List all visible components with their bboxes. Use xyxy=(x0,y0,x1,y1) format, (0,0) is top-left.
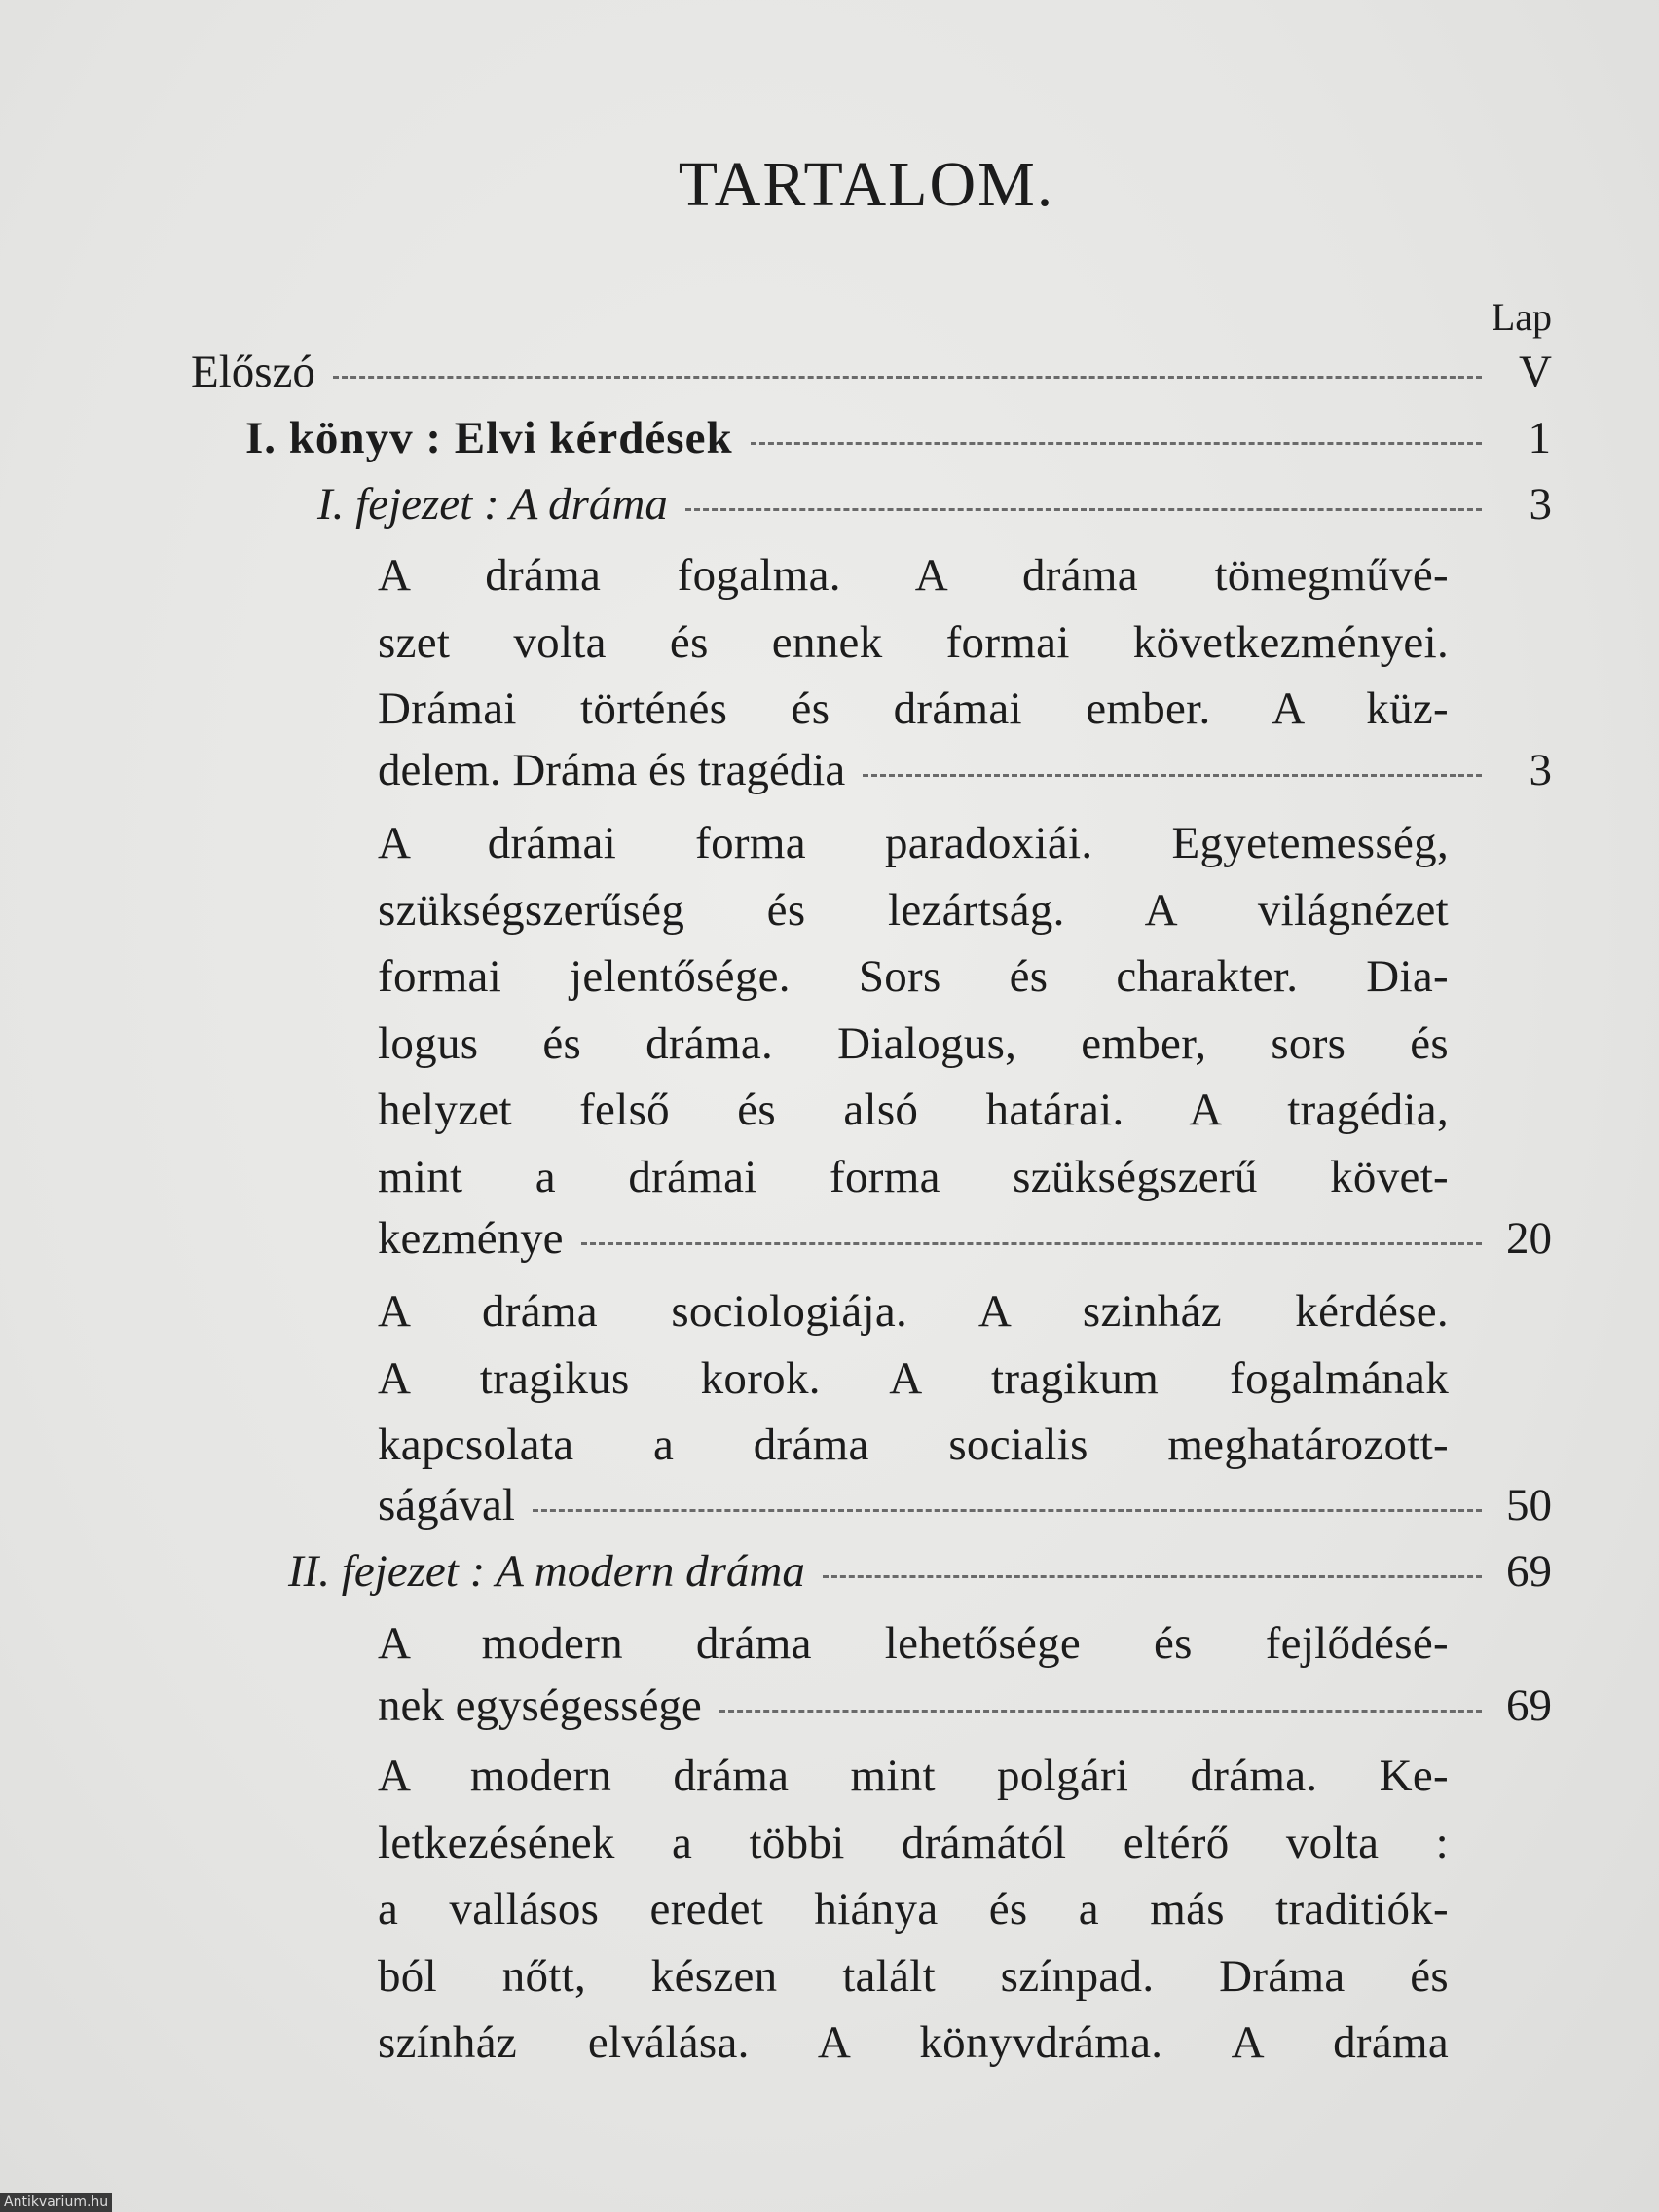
toc-page-number: 69 xyxy=(1506,1546,1552,1597)
toc-text-line: kapcsolata a dráma socialis meghatározott- xyxy=(378,1419,1449,1470)
dotted-leader xyxy=(533,1509,1482,1512)
toc-entry-text: I. fejezet : A dráma xyxy=(317,479,668,530)
page-column-label: Lap xyxy=(1491,295,1552,339)
toc-entry-text: kezménye xyxy=(378,1213,564,1264)
toc-subsection-3 xyxy=(378,1278,1449,1479)
toc-subsection-2 xyxy=(378,810,1449,1210)
toc-text-line: szükségszerűség és lezártság. A világnézet xyxy=(378,884,1449,936)
toc-entry-chapter-1 xyxy=(317,478,1552,531)
toc-text-line: Drámai történés és drámai ember. A küz- xyxy=(378,683,1449,734)
dotted-leader xyxy=(581,1242,1482,1245)
toc-entry-text: I. könyv : Elvi kérdések xyxy=(245,413,733,463)
toc-entry-text: delem. Dráma és tragédia xyxy=(378,745,846,795)
toc-entry-text: II. fejezet : A modern dráma xyxy=(288,1546,805,1597)
toc-entry-book-1 xyxy=(245,412,1552,464)
toc-entry-eloszo xyxy=(191,346,1552,398)
toc-text-line: formai jelentősége. Sors és charakter. Dia- xyxy=(378,951,1449,1002)
dotted-leader xyxy=(719,1710,1482,1713)
toc-subsection-3-last xyxy=(378,1479,1552,1531)
dotted-leader xyxy=(863,774,1482,777)
toc-page-number: 1 xyxy=(1528,413,1552,463)
dotted-leader xyxy=(823,1575,1482,1578)
toc-text-line: A modern dráma mint polgári dráma. Ke- xyxy=(378,1751,1449,1801)
toc-text-line: logus és dráma. Dialogus, ember, sors és xyxy=(378,1017,1449,1069)
toc-subsection-4-last xyxy=(378,1679,1552,1732)
dotted-leader xyxy=(751,442,1482,445)
toc-entry-chapter-2 xyxy=(288,1545,1552,1598)
dotted-leader xyxy=(685,508,1482,511)
toc-text-line: A modern dráma lehetősége és fejlődésé- xyxy=(378,1618,1449,1669)
toc-text-line: mint a drámai forma szükségszerű követ- xyxy=(378,1151,1449,1202)
toc-page-number: 20 xyxy=(1506,1213,1552,1264)
toc-page-number: 69 xyxy=(1506,1680,1552,1731)
toc-subsection-5 xyxy=(378,1743,1449,2077)
toc-entry-text: ságával xyxy=(378,1480,515,1530)
toc-subsection-1 xyxy=(378,542,1449,743)
toc-text-line: helyzet felső és alsó határai. A tragédia, xyxy=(378,1085,1449,1135)
watermark: Antikvarium.hu xyxy=(0,2193,112,2212)
toc-page-number: V xyxy=(1519,347,1552,397)
toc-text-line: A dráma sociologiája. A szinház kérdése. xyxy=(378,1286,1449,1337)
toc-entry-text: Előszó xyxy=(191,347,315,397)
toc-entry-text: nek egységessége xyxy=(378,1680,702,1731)
toc-text-line: A tragikus korok. A tragikum fogalmának xyxy=(378,1352,1449,1404)
toc-page-number: 3 xyxy=(1529,745,1552,795)
dotted-leader xyxy=(333,376,1482,379)
toc-text-line: A drámai forma paradoxiái. Egyetemesség, xyxy=(378,818,1449,868)
toc-subsection-1-last xyxy=(378,744,1552,796)
toc-page-number: 50 xyxy=(1506,1480,1552,1530)
toc-text-line: letkezésének a többi drámától eltérő volta : xyxy=(378,1817,1449,1868)
toc-subsection-2-last xyxy=(378,1212,1552,1265)
toc-subsection-4 xyxy=(378,1610,1449,1677)
toc-text-line: színház elválása. A könyvdráma. A dráma xyxy=(378,2017,1449,2068)
toc-text-line: a vallásos eredet hiánya és a más traditiók- xyxy=(378,1884,1449,1935)
toc-text-line: szet volta és ennek formai következményei. xyxy=(378,616,1449,668)
toc-page-number: 3 xyxy=(1529,479,1552,530)
page-title: TARTALOM. xyxy=(678,149,1055,220)
toc-text-line: A dráma fogalma. A dráma tömegművé- xyxy=(378,550,1449,601)
toc-text-line: ból nőtt, készen talált színpad. Dráma és xyxy=(378,1950,1449,2002)
